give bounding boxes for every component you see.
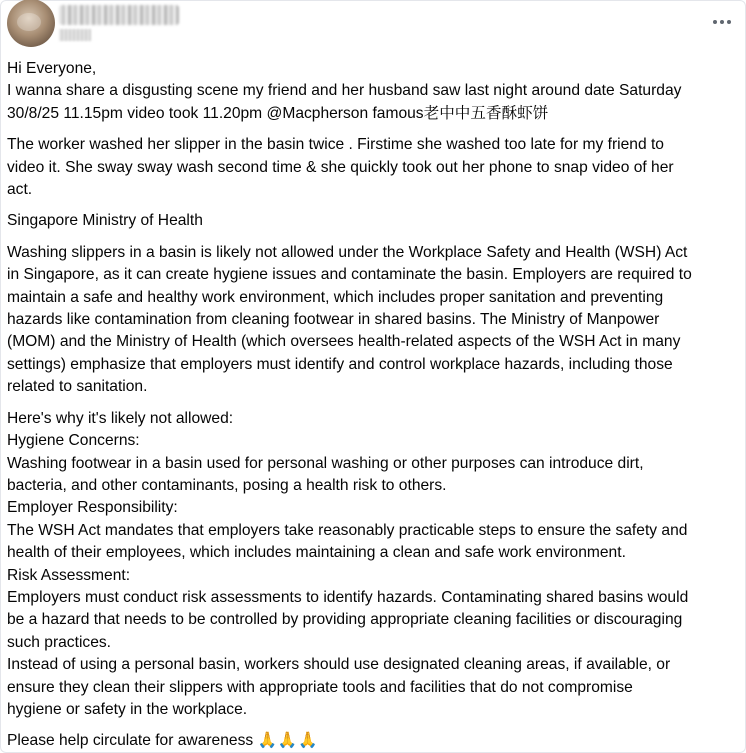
post-line: Employer Responsibility: <box>7 499 178 517</box>
post-line: Singapore Ministry of Health <box>7 212 203 230</box>
author-name-redacted[interactable] <box>59 5 179 25</box>
post-line: maintain a safe and healthy work environment, which includes proper sanitation and preventing <box>7 288 664 306</box>
post-line: video it. She sway sway wash second time & she quickly took out her phone to snap video of her <box>7 158 674 176</box>
more-options-button[interactable] <box>709 11 735 33</box>
post-line: (MOM) and the Ministry of Health (which oversees health-related aspects of the WSH Act in many <box>7 333 681 351</box>
post-line: health of their employees, which includes maintaining a clean and safe work environment. <box>7 544 626 562</box>
post-body <box>7 58 737 753</box>
post-line: related to sanitation. <box>7 378 148 396</box>
post-meta-redacted[interactable] <box>59 29 91 41</box>
post-line: Here's why it's likely not allowed: <box>7 409 234 427</box>
post-line: Employers must conduct risk assessments to identify hazards. Contaminating shared basins would <box>7 588 689 606</box>
post-line: Hi Everyone, <box>7 60 97 77</box>
post-line: be a hazard that needs to be controlled by providing appropriate cleaning facilities or discouraging <box>7 611 683 629</box>
post-line: The worker washed her slipper in the basin twice . Firstime she washed too late for my friend to <box>7 136 664 154</box>
post-line: Hygiene Concerns: <box>7 432 140 450</box>
more-dots-icon-2 <box>720 20 724 24</box>
post-header <box>1 1 746 53</box>
post-line: Risk Assessment: <box>7 566 131 584</box>
post-line: Washing slippers in a basin is likely not allowed under the Workplace Safety and Health (WSH) Act <box>7 243 688 261</box>
post-line: ensure they clean their slippers with appropriate tools and facilities that do not compromise <box>7 678 633 696</box>
post-line: act. <box>7 181 33 199</box>
author-avatar[interactable] <box>7 0 55 47</box>
post-closing-line <box>7 730 737 752</box>
folded-hands-emoji-icon: 🙏🙏🙏 <box>257 732 319 750</box>
post-line: such practices. <box>7 633 112 651</box>
post-line: hygiene or safety in the workplace. <box>7 700 248 718</box>
closing-text: Please help circulate for awareness <box>7 732 258 750</box>
post-line: settings) emphasize that employers must identify and control workplace hazards, including those <box>7 355 673 373</box>
post-line: hazards like contamination from cleaning footwear in shared basins. The Ministry of Manpower <box>7 311 660 329</box>
more-dots-icon-3 <box>727 20 731 24</box>
post-line: I wanna share a disgusting scene my friend and her husband saw last night around date Saturday <box>7 82 682 100</box>
post-line: The WSH Act mandates that employers take reasonably practicable steps to ensure the safety and <box>7 521 688 539</box>
more-dots-icon <box>713 20 717 24</box>
post-line: 30/8/25 11.15pm video took 11.20pm @Macpherson famous老中中五香酥虾饼 <box>7 104 549 122</box>
post-line: Instead of using a personal basin, workers should use designated cleaning areas, if available, or <box>7 656 671 674</box>
post-line: bacteria, and other contaminants, posing a health risk to others. <box>7 476 447 494</box>
post-line: in Singapore, as it can create hygiene issues and contaminate the basin. Employers are required to <box>7 266 692 284</box>
post-line: Washing footwear in a basin used for personal washing or other purposes can introduce dirt, <box>7 454 644 472</box>
